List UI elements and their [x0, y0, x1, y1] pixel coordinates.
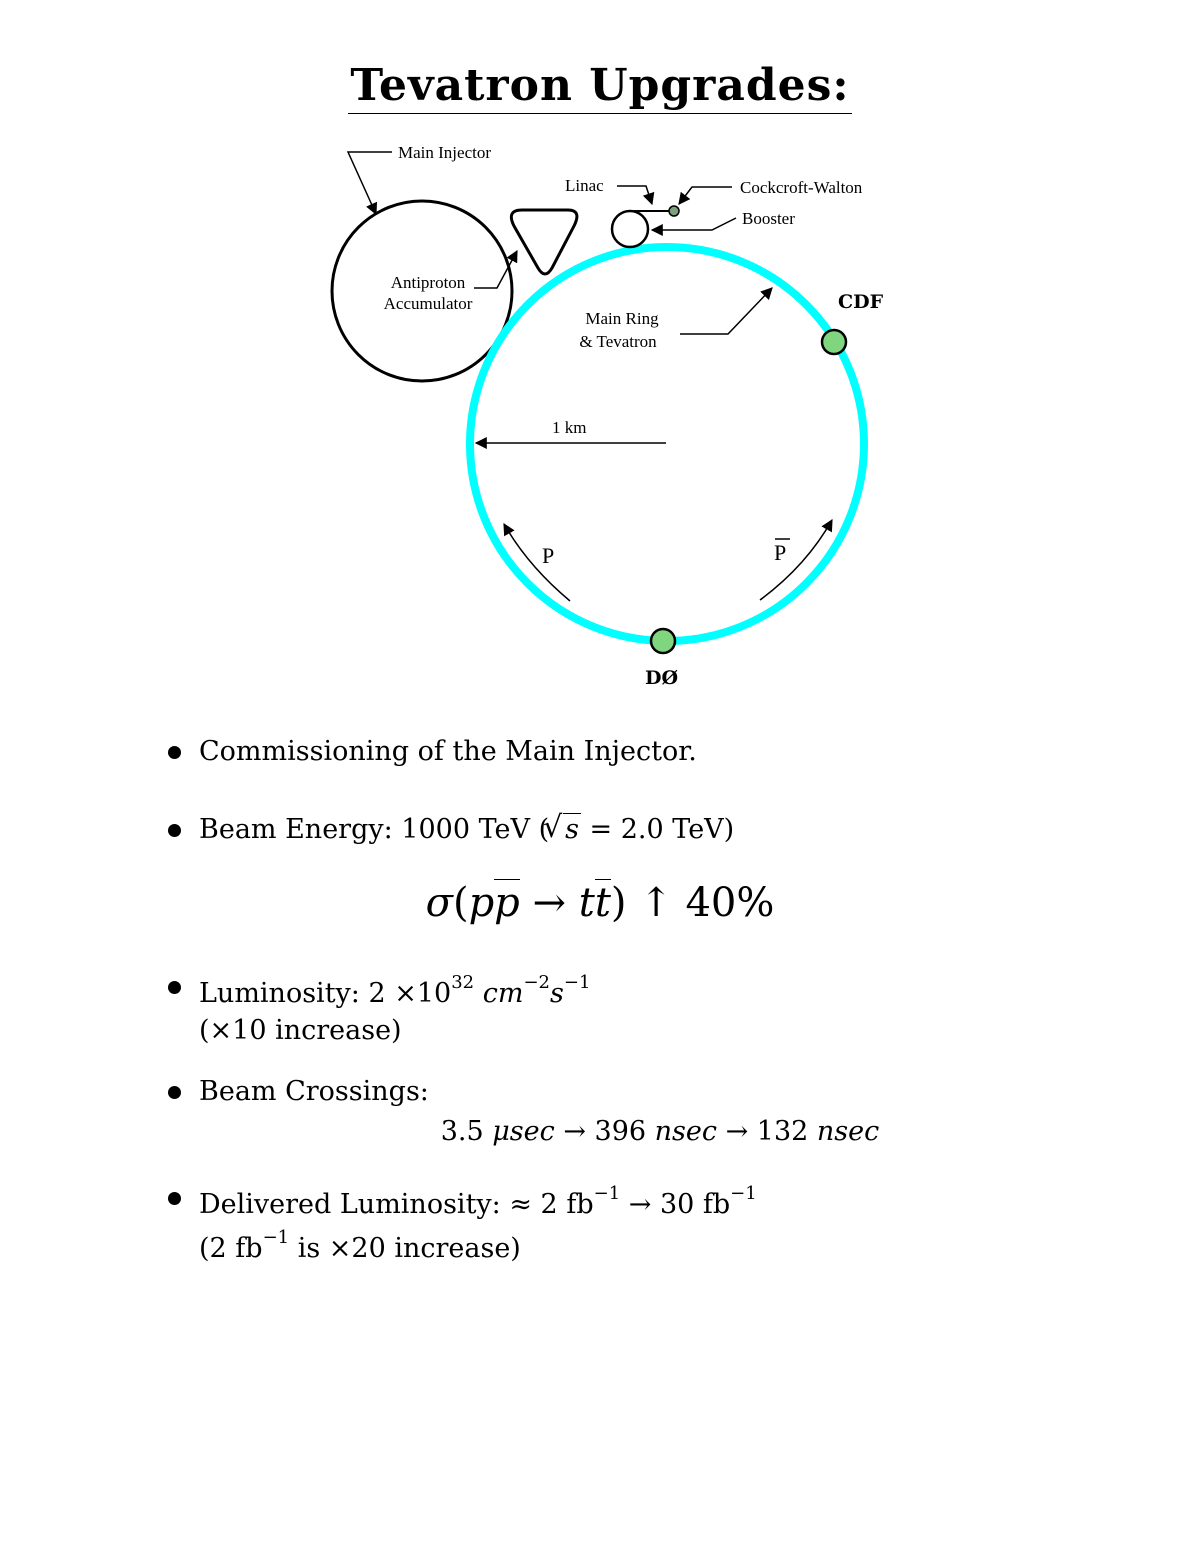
sqrt-symbol: √ s	[549, 808, 581, 852]
bullet-dot	[168, 1192, 181, 1205]
bullet-dot	[168, 824, 181, 837]
bullet-text-line2: (×10 increase)	[199, 1015, 402, 1046]
antiproton-beam-label: P	[774, 540, 787, 565]
antiproton-accumulator-shape	[511, 210, 577, 274]
bullet-text: Delivered Luminosity: ≈ 2 $fb^{-1} \to 30$ $fb^{-1}$	[199, 1183, 757, 1220]
proton-label: P	[542, 543, 555, 568]
linac-leader	[617, 186, 652, 204]
cockcroft-walton-source	[669, 206, 679, 216]
bullet-text: Commissioning of the Main Injector.	[199, 736, 697, 767]
cockcroft-walton-label: Cockcroft-Walton	[740, 178, 863, 197]
bullet-text: Beam Energy: 1000 TeV (√ s = 2.0 TeV)	[199, 808, 734, 852]
main-ring-label-2: & Tevatron	[579, 332, 657, 351]
cdf-detector	[822, 330, 846, 354]
antiproton-label-2: Accumulator	[383, 294, 473, 313]
bullet-dot	[168, 1086, 181, 1099]
crossings-values: 3.5 μsec → 396 nsec → 132 nsec	[440, 1116, 880, 1147]
d0-label: DØ	[645, 667, 679, 689]
booster-ring	[612, 211, 648, 247]
bullet-text: Beam Crossings:	[199, 1076, 429, 1107]
booster-label: Booster	[742, 209, 795, 228]
main-ring-label-1: Main Ring	[585, 309, 659, 328]
main-injector-leader	[348, 152, 392, 214]
main-ring-leader	[680, 288, 772, 334]
bullet-dot	[168, 746, 181, 759]
cdf-label: CDF	[838, 291, 884, 313]
tevatron-diagram	[0, 0, 1200, 720]
main-ring-tevatron	[470, 247, 864, 641]
d0-detector	[651, 629, 675, 653]
bullet-text-line2: (2 $fb^{-1}$ is ×20 increase)	[199, 1227, 521, 1264]
radius-label: 1 km	[552, 418, 587, 437]
bullet-dot	[168, 981, 181, 994]
main-injector-label: Main Injector	[398, 143, 491, 162]
antiproton-label-1: Antiproton	[390, 273, 466, 292]
cockcroft-leader	[679, 187, 732, 204]
bullet-text: Luminosity: $2 \times 10^{32}$ $cm^{-2}s^{-1}$	[199, 972, 591, 1009]
booster-leader	[652, 218, 736, 230]
linac-label: Linac	[565, 176, 604, 195]
cross-section-formula: σ(pp → tt) ↑ 40%	[425, 880, 775, 926]
page-title: Tevatron Upgrades:	[0, 60, 1200, 111]
